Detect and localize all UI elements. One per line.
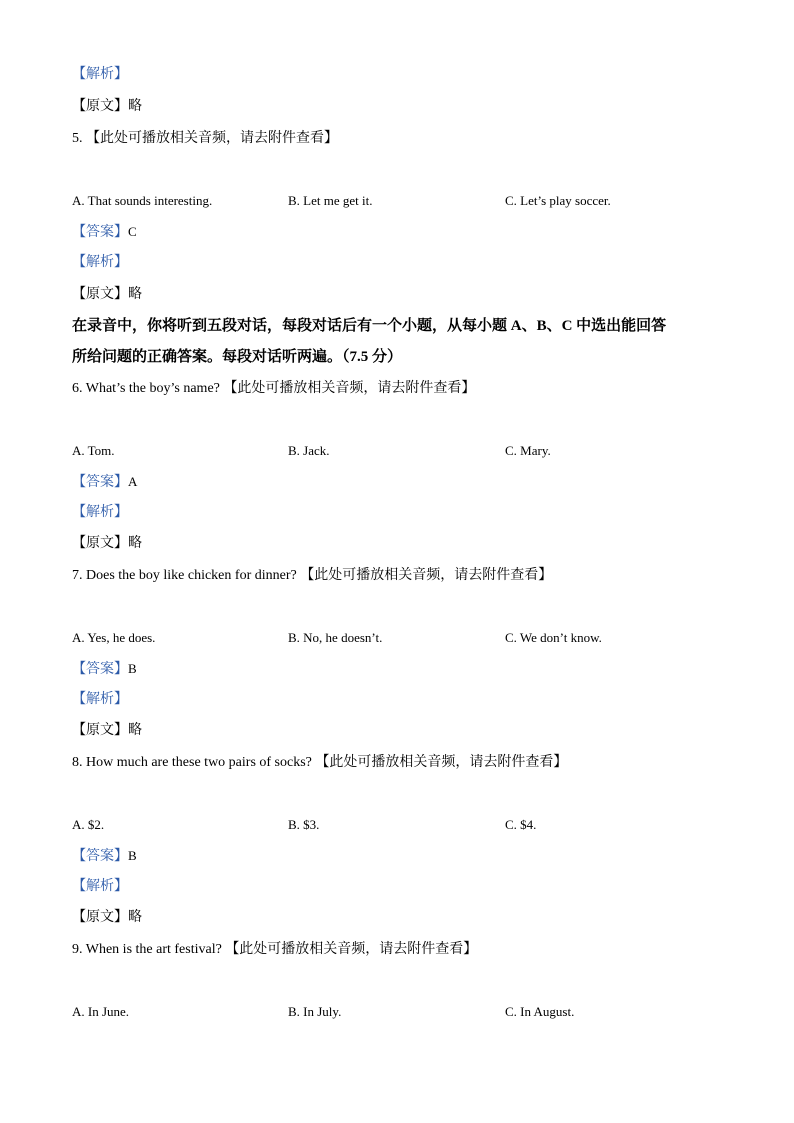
q6-option-a: A. Tom.	[72, 443, 115, 458]
q6-answer-line	[72, 473, 137, 492]
q8-option-b: B. $3.	[288, 817, 320, 832]
q8-option-c: C. $4.	[505, 817, 537, 832]
answer-label: 【答案】	[72, 475, 128, 490]
original-text-label: 【原文】略	[72, 287, 142, 302]
question-8-stem: 8. How much are these two pairs of socks? 【此处可播放相关音频，请去附件查看】	[72, 755, 568, 770]
answer-label: 【答案】	[72, 225, 128, 240]
q5-option-b: B. Let me get it.	[288, 193, 373, 208]
q7-answer-line	[72, 660, 137, 679]
q8-answer-line	[72, 847, 137, 866]
analysis-label: 【解析】	[72, 67, 128, 82]
question-7-stem: 7. Does the boy like chicken for dinner? 【此处可播放相关音频，请去附件查看】	[72, 568, 553, 583]
original-text-label: 【原文】略	[72, 99, 142, 114]
q7-option-c: C. We don’t know.	[505, 630, 602, 645]
section-instruction-line-2: 所给问题的正确答案。每段对话听两遍。（7.5 分）	[72, 349, 403, 365]
original-text-label: 【原文】略	[72, 723, 142, 738]
q9-option-a: A. In June.	[72, 1004, 130, 1019]
answer-label: 【答案】	[72, 849, 128, 864]
answer-value: A	[128, 474, 138, 489]
question-5-stem: 5. 【此处可播放相关音频，请去附件查看】	[72, 131, 338, 146]
answer-label: 【答案】	[72, 662, 128, 677]
answer-value: C	[128, 224, 137, 239]
q7-option-a: A. Yes, he does.	[72, 630, 156, 645]
original-text-label: 【原文】略	[72, 910, 142, 925]
answer-value: B	[128, 848, 137, 863]
q5-answer-line	[72, 223, 137, 242]
analysis-label: 【解析】	[72, 692, 128, 707]
q6-option-c: C. Mary.	[505, 443, 551, 458]
answer-value: B	[128, 661, 137, 676]
q5-option-a: A. That sounds interesting.	[72, 193, 213, 208]
q9-option-c: C. In August.	[505, 1004, 575, 1019]
q8-option-a: A. $2.	[72, 817, 105, 832]
analysis-label: 【解析】	[72, 255, 128, 270]
q6-option-b: B. Jack.	[288, 443, 330, 458]
q7-option-b: B. No, he doesn’t.	[288, 630, 383, 645]
section-instruction-line-1: 在录音中，你将听到五段对话，每段对话后有一个小题，从每小题 A、B、C 中选出能回答	[72, 318, 667, 334]
question-6-stem: 6. What’s the boy’s name? 【此处可播放相关音频，请去附件查看】	[72, 381, 476, 396]
question-9-stem: 9. When is the art festival? 【此处可播放相关音频，请去附件查看】	[72, 942, 478, 957]
q5-option-c: C. Let’s play soccer.	[505, 193, 611, 208]
analysis-label: 【解析】	[72, 505, 128, 520]
analysis-label: 【解析】	[72, 879, 128, 894]
q9-option-b: B. In July.	[288, 1004, 342, 1019]
original-text-label: 【原文】略	[72, 536, 142, 551]
